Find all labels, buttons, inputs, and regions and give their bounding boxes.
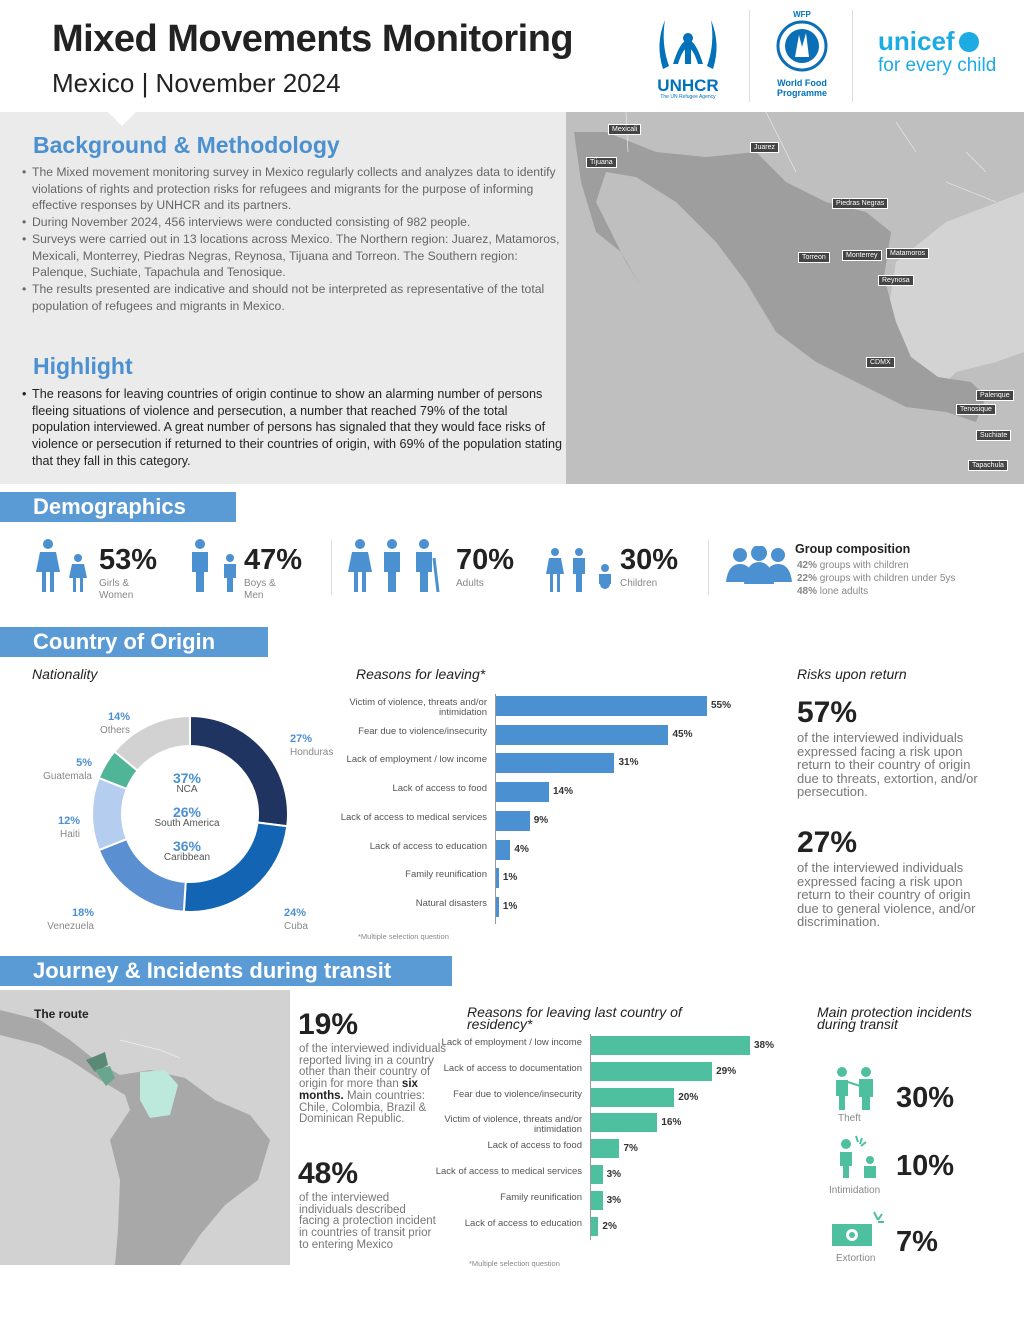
bar-value-label: 3% — [606, 1194, 622, 1206]
page-title: Mixed Movements Monitoring — [52, 18, 574, 60]
incidents-title: Main protection incidents during transit — [817, 1004, 972, 1032]
map-pin-palenque: Palenque — [976, 390, 1014, 401]
nca-value: 37% — [172, 770, 202, 786]
risk-threats-value: 57% — [797, 696, 858, 729]
donut-value-label: 24% — [284, 907, 307, 919]
donut-category-label: Guatemala — [43, 771, 92, 782]
unhcr-logo — [648, 14, 728, 104]
map-pin-matamoros: Matamoros — [886, 248, 929, 259]
bar — [495, 811, 530, 831]
bar-value-label: 1% — [502, 872, 518, 884]
highlight-heading: Highlight — [33, 353, 133, 379]
bar-category-label: Lack of access to medical services — [340, 811, 487, 823]
bar-value-label: 1% — [502, 900, 518, 912]
unicef-subtext: for every child — [878, 55, 997, 76]
map-pin-tijuana: Tijuana — [586, 157, 617, 168]
bar-value-label: 31% — [618, 757, 639, 769]
bar — [495, 782, 549, 802]
extortion-icon — [830, 1208, 886, 1252]
wfp-logo — [766, 10, 838, 102]
wfp-top-text: WFP — [793, 10, 811, 19]
bar-category-label: Family reunification — [405, 869, 487, 881]
nca-label: NCA — [176, 784, 198, 795]
transit-incident-value: 48% — [298, 1157, 359, 1190]
group-composition-list — [797, 559, 955, 598]
list-item: • Surveys were carried out in 13 locations across Mexico. The Northern region: Juarez, Matamoros, Mexicali, Monterrey, Piedras Negras, Reynosa, Tijuana and Torreon. The Southern region: Palenque, Suchiate, Tapachula and Tenosique. — [22, 231, 562, 281]
donut-center-labels — [140, 772, 234, 864]
children-value: 30% — [620, 544, 679, 576]
origin-banner: Country of Origin — [0, 627, 268, 657]
donut-value-label: 12% — [57, 815, 80, 827]
bar-category-label: Lack of employment / low income — [346, 754, 487, 766]
page-subtitle: Mexico | November 2024 — [52, 68, 341, 98]
bar — [495, 753, 614, 773]
extortion-value: 7% — [896, 1226, 938, 1258]
transit-country-value: 19% — [298, 1008, 359, 1041]
boys-men-value: 47% — [244, 544, 303, 576]
children-label: Children — [620, 578, 658, 589]
bar-category-label: Victim of violence, threats and/or intimidation — [444, 1114, 582, 1136]
intimidation-value: 10% — [896, 1150, 955, 1182]
bar — [590, 1217, 598, 1236]
list-item: 22% groups with children under 5ys — [797, 573, 956, 584]
south-america-value: 26% — [172, 804, 202, 820]
bar-value-label: 7% — [623, 1143, 638, 1155]
route-map-shape — [0, 990, 290, 1265]
bar-category-label: Natural disasters — [415, 897, 487, 909]
donut-category-label: Honduras — [290, 747, 334, 758]
wfp-emblem-icon — [771, 19, 833, 73]
transit-incident-text: of the interviewed individuals described facing a protection incident in countries of transit prior to entering Mexico — [299, 1192, 436, 1251]
bar-value-label: 45% — [672, 728, 693, 740]
group-composition-title: Group composition — [795, 542, 911, 556]
bar-value-label: 14% — [552, 786, 573, 798]
map-pin-piedras-negras: Piedras Negras — [832, 198, 888, 209]
bar-value-label: 9% — [533, 814, 549, 826]
bar-category-label: Lack of access to medical services — [435, 1166, 582, 1177]
donut-category-label: Cuba — [284, 921, 308, 932]
bar — [590, 1191, 603, 1210]
bar — [590, 1165, 603, 1184]
boys-men-label: Boys & Men — [244, 578, 276, 601]
map-pin-tenosique: Tenosique — [956, 404, 996, 415]
list-item: • The results presented are indicative and should not be interpreted as representative of the total population of refugees and migrants in Mexico. — [22, 281, 562, 314]
background-list — [22, 164, 562, 314]
panel-notch — [100, 104, 144, 126]
caribbean-label: Caribbean — [163, 852, 211, 863]
footnote: *Multiple selection question — [469, 1259, 560, 1268]
list-item: 48% lone adults — [797, 586, 869, 597]
adults-icon — [348, 538, 452, 594]
donut-value-label: 18% — [71, 907, 94, 919]
map-pin-cdmx: CDMX — [866, 357, 895, 368]
children-icon — [545, 546, 617, 594]
caribbean-value: 36% — [172, 838, 202, 854]
unicef-text: unicef — [878, 26, 955, 56]
map-pin-monterrey: Monterrey — [842, 250, 882, 261]
risk-threats-text: of the interviewed individuals expressed facing a risk upon return to their country of origin due to threats, extortion, and/or persecution. — [797, 730, 978, 799]
bar — [590, 1113, 657, 1132]
footnote: *Multiple selection question — [358, 932, 449, 941]
bar-category-label: Victim of violence, threats and/or intimidation — [349, 697, 487, 718]
south-america-label: South America — [154, 818, 220, 829]
list-item: • The reasons for leaving countries of origin continue to show an alarming number of persons fleeing situations of violence and persecution, a number that reached 79% of the total population interviewed. A great number of persons has signaled that they would face risks of violence or persecution if returned to their countries of origin, with 69% of the population stating that they fall in this category. — [22, 386, 566, 470]
wfp-text: World Food Programme — [776, 78, 828, 98]
route-label: The route — [34, 1007, 89, 1021]
girls-women-label: Girls & Women — [99, 578, 134, 601]
risk-violence-value: 27% — [797, 826, 858, 859]
nationality-title: Nationality — [32, 666, 98, 682]
bar-category-label: Lack of access to documentation — [443, 1062, 582, 1074]
map-pin-reynosa: Reynosa — [878, 275, 914, 286]
bar — [590, 1088, 674, 1107]
bar-value-label: 38% — [754, 1040, 775, 1051]
reasons-bar-chart — [340, 696, 760, 936]
bar — [495, 840, 510, 860]
intimidation-icon — [836, 1134, 882, 1178]
donut-value-label: 27% — [290, 733, 313, 745]
adults-label: Adults — [456, 578, 484, 589]
extortion-label: Extortion — [836, 1253, 876, 1264]
donut-value-label: 5% — [76, 757, 92, 769]
bar-category-label: Lack of access to food — [392, 783, 487, 795]
map-pin-torreon: Torreon — [798, 252, 830, 263]
mexico-map — [566, 112, 1024, 484]
bar-value-label: 2% — [602, 1220, 617, 1232]
bar-value-label: 29% — [716, 1065, 737, 1077]
group-icon — [726, 546, 792, 586]
map-pin-juarez: Juarez — [750, 142, 779, 153]
girls-women-icon — [34, 538, 96, 594]
donut-category-label: Others — [99, 725, 130, 736]
bar-category-label: Family reunification — [500, 1191, 582, 1203]
donut-slice-haiti — [92, 778, 127, 850]
risk-violence-text: of the interviewed individuals expressed facing a risk upon return to their country of origin due to general violence, and/or discrimination. — [797, 860, 976, 929]
bar-value-label: 4% — [514, 843, 529, 855]
list-item: • During November 2024, 456 interviews were conducted consisting of 982 people. — [22, 214, 562, 231]
unicef-globe-icon — [959, 32, 979, 52]
demographics-banner: Demographics — [0, 492, 236, 522]
background-heading: Background & Methodology — [33, 132, 340, 158]
route-map — [0, 990, 290, 1265]
unhcr-emblem-icon — [653, 14, 723, 72]
bar — [590, 1062, 712, 1081]
bar-category-label: Fear due to violence/insecurity — [358, 725, 487, 737]
journey-banner: Journey & Incidents during transit — [0, 956, 452, 986]
donut-category-label: Haiti — [59, 829, 80, 840]
bar-value-label: 16% — [661, 1117, 682, 1129]
adults-value: 70% — [456, 544, 515, 576]
list-item: • The Mixed movement monitoring survey in Mexico regularly collects and analyzes data to identify violations of rights and protection risks for refugees and migrants for the purpose of informing effective responses by UNHCR and its partners. — [22, 164, 562, 214]
theft-label: Theft — [838, 1113, 861, 1124]
bar-category-label: Lack of employment / low income — [441, 1037, 582, 1048]
map-pin-mexicali: Mexicali — [608, 124, 641, 135]
bar-category-label: Lack of access to education — [464, 1217, 582, 1229]
bar-axis — [495, 694, 496, 924]
last-country-bar-chart — [435, 1036, 800, 1246]
list-item: 42% groups with children — [797, 560, 909, 571]
unhcr-text: UNHCR — [657, 76, 719, 95]
bar — [590, 1139, 619, 1158]
transit-country-text: of the interviewed individuals reported living in a country other than their country of origin for more than six months. Main countries: Chile, Colombia, Brazil & Dominican Republic. — [299, 1043, 447, 1126]
donut-category-label: Venezuela — [47, 921, 94, 932]
last-country-reasons-title: Reasons for leaving last country of residency* — [467, 1004, 682, 1032]
unicef-logo — [878, 26, 998, 77]
mexico-map-shape — [566, 112, 1024, 484]
bar-category-label: Fear due to violence/insecurity — [453, 1088, 582, 1100]
bar-value-label: 55% — [711, 700, 732, 711]
girls-women-value: 53% — [99, 544, 158, 576]
bar — [590, 1036, 750, 1055]
bar — [495, 696, 707, 716]
bar-axis — [590, 1034, 591, 1240]
highlight-list — [22, 386, 566, 470]
bar — [495, 725, 668, 745]
unhcr-subtext: The UN Refugee Agency — [660, 94, 716, 100]
bar-value-label: 20% — [678, 1091, 699, 1103]
bar-category-label: Lack of access to food — [487, 1140, 582, 1152]
reasons-title: Reasons for leaving* — [356, 666, 486, 682]
intimidation-label: Intimidation — [829, 1185, 881, 1196]
risks-title: Risks upon return — [797, 666, 907, 682]
bar-category-label: Lack of access to education — [369, 840, 487, 852]
theft-value: 30% — [896, 1082, 955, 1114]
boys-men-icon — [186, 538, 244, 594]
bar-value-label: 3% — [606, 1169, 622, 1180]
theft-icon — [832, 1066, 878, 1110]
map-pin-tapachula: Tapachula — [968, 460, 1008, 471]
map-pin-suchiate: Suchiate — [976, 430, 1011, 441]
donut-value-label: 14% — [107, 711, 130, 723]
